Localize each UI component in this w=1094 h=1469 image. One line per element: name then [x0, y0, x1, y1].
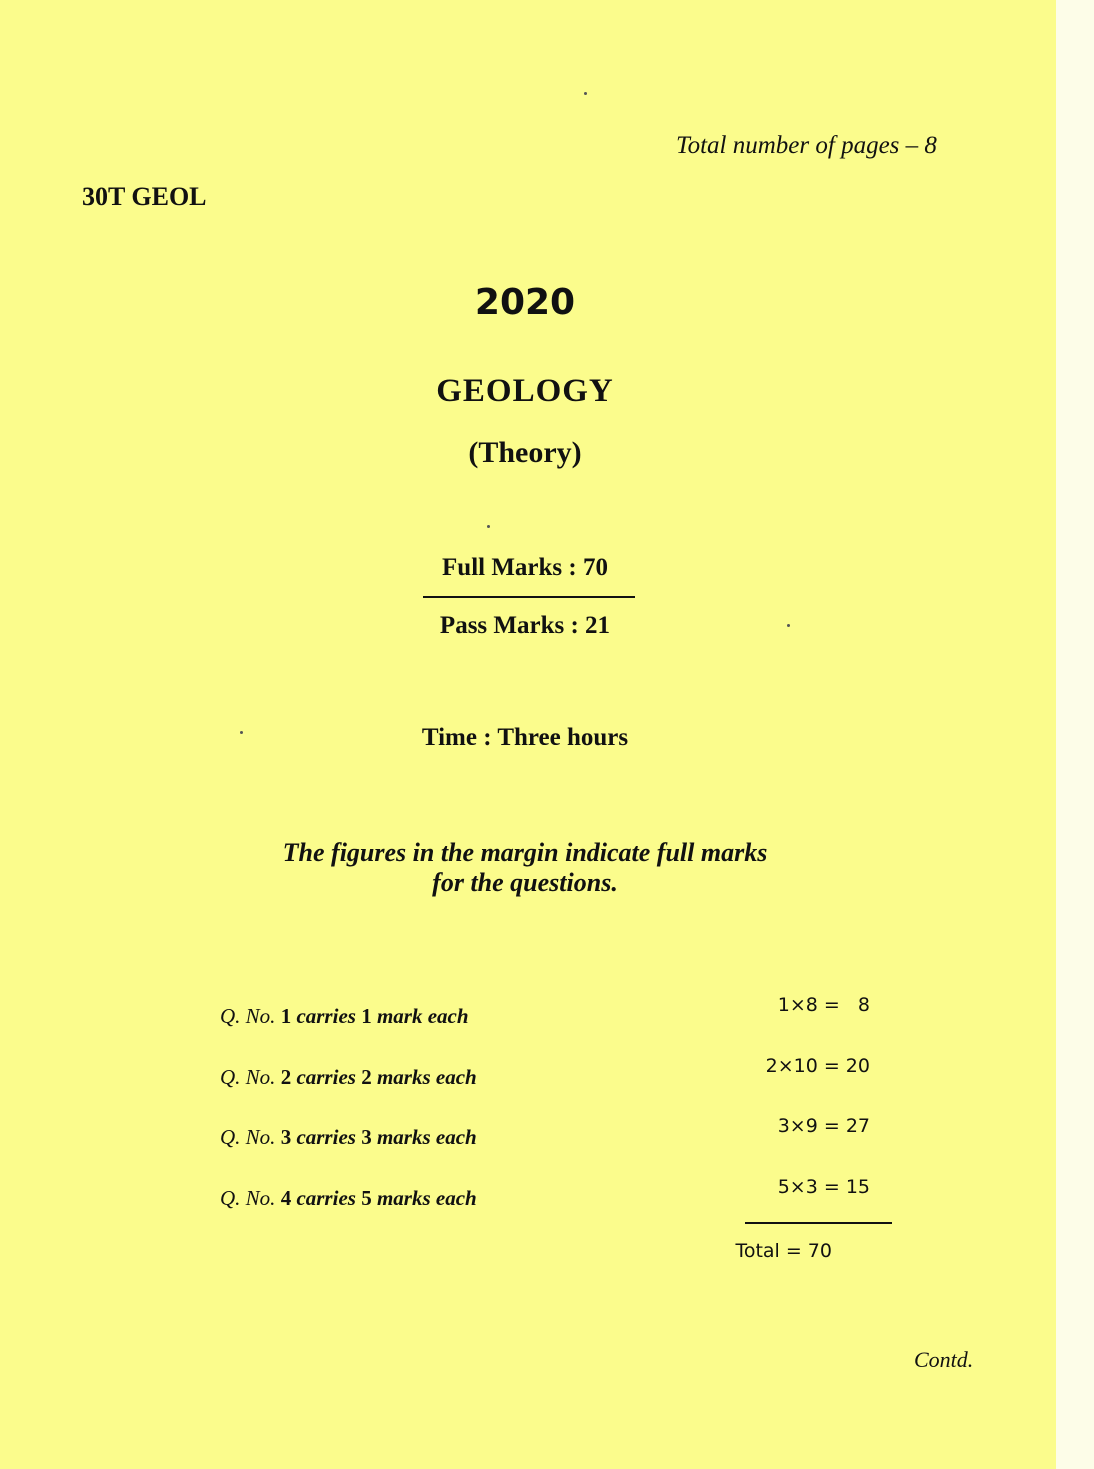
exam-duration: Time : Three hours: [421, 724, 629, 751]
paper-type: (Theory): [468, 436, 582, 469]
full-marks: Full Marks : 70: [442, 554, 608, 581]
total-divider: [745, 1222, 892, 1224]
speck: [584, 92, 587, 95]
exam-year: 2020: [474, 282, 576, 323]
speck: [240, 731, 243, 734]
paper-code: 30T GEOL: [82, 182, 207, 211]
subject-title: GEOLOGY: [436, 373, 614, 409]
speck: [487, 525, 490, 528]
question-label: Q. No. 3 carries 3 marks each: [220, 1125, 477, 1149]
marks-row: [220, 1176, 870, 1218]
question-marks: 2×10 = 20: [765, 1055, 870, 1077]
question-marks: 5×3 = 15: [777, 1176, 870, 1198]
marks-divider: [423, 596, 635, 598]
marks-row: [220, 1115, 870, 1157]
question-label: Q. No. 2 carries 2 marks each: [220, 1065, 477, 1089]
marks-row: [220, 1055, 870, 1097]
marks-total: Total = 70: [735, 1240, 832, 1262]
margin-instruction: [0, 838, 1050, 898]
speck: [787, 624, 790, 627]
pass-marks: Pass Marks : 21: [439, 612, 611, 639]
question-marks: 1×8 = 8: [777, 994, 870, 1016]
question-label: Q. No. 4 carries 5 marks each: [220, 1186, 477, 1210]
question-label: Q. No. 1 carries 1 mark each: [220, 1004, 469, 1028]
marks-row: [220, 994, 870, 1036]
instruction-line-2: for the questions.: [432, 868, 618, 897]
scan-margin: [1056, 0, 1094, 1469]
total-pages-note: Total number of pages – 8: [676, 132, 937, 159]
instruction-line-1: The figures in the margin indicate full marks: [282, 838, 768, 867]
continued-note: Contd.: [914, 1347, 974, 1372]
question-marks: 3×9 = 27: [777, 1115, 870, 1137]
